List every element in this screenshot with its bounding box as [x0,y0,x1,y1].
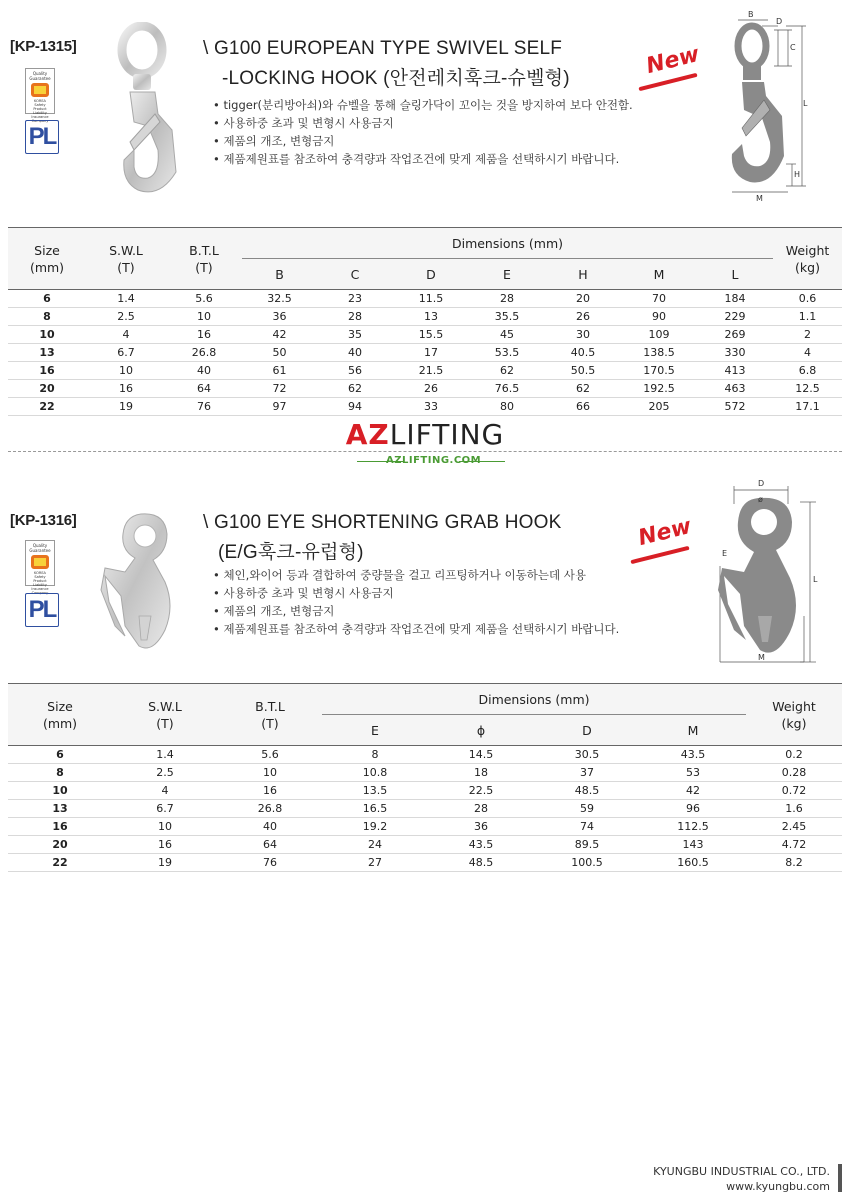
table-cell: 90 [621,308,697,326]
footer [560,1164,830,1194]
table-cell: 42 [242,326,317,344]
table-cell: 15.5 [393,326,469,344]
dimension-diagram [712,6,812,206]
table-cell: 37 [534,764,640,782]
badge-caption: Quality Guarantee [29,71,51,81]
table-cell: 40 [317,344,393,362]
col-dim-d: D [534,715,640,746]
col-size: Size (mm) [8,228,86,290]
table-cell: 192.5 [621,380,697,398]
quality-guarantee-badge [25,540,55,595]
table-cell: 42 [640,782,746,800]
table-cell: 1.4 [112,746,218,764]
table-cell: 24 [322,836,428,854]
table-cell: 20 [8,836,112,854]
table-cell: 10 [86,362,166,380]
table-cell: 6.7 [112,800,218,818]
new-swoosh [638,73,697,91]
table-row [8,380,842,398]
col-dim-e: E [322,715,428,746]
pl-badge: PL [25,593,59,627]
table-row [8,764,842,782]
table-cell: 1.6 [746,800,842,818]
col-btl: B.T.L (T) [218,684,322,746]
footer-website: www.kyungbu.com [726,1180,830,1193]
table-cell: 269 [697,326,773,344]
table-row [8,398,842,416]
table-row [8,836,842,854]
table-cell: 89.5 [534,836,640,854]
table-cell: 40.5 [545,344,621,362]
feature-item: • tigger(분리방아쇠)와 슈벨을 통해 슬링가닥이 꼬이는 것을 방지하여 보다 안전함. [213,96,683,114]
col-dimensions: Dimensions (mm) [322,684,746,715]
table-cell: 62 [545,380,621,398]
col-dim-phi: ϕ [428,715,534,746]
table-cell: 80 [469,398,545,416]
product-title-line1: \ G100 EYE SHORTENING GRAB HOOK [203,512,562,533]
table-cell: 18 [428,764,534,782]
table-cell: 64 [166,380,242,398]
table-cell: 62 [317,380,393,398]
col-dim-h: H [545,259,621,290]
feature-item: • 제품의 개조, 변형금지 [213,602,683,620]
table-cell: 96 [640,800,746,818]
table-cell: 28 [469,290,545,308]
table-cell: 109 [621,326,697,344]
table-cell: 0.2 [746,746,842,764]
table-cell: 10 [8,782,112,800]
table-cell: 10.8 [322,764,428,782]
table-cell: 14.5 [428,746,534,764]
product-code: [KP-1316] [10,512,77,529]
table-cell: 22 [8,854,112,872]
table-cell: 64 [218,836,322,854]
footer-accent-bar [838,1164,842,1192]
brand-url: AZLIFTING.COM [386,455,482,466]
dim-label-b: B [748,10,754,19]
dim-label-e: E [722,549,728,558]
table-cell: 138.5 [621,344,697,362]
table-cell: 2 [773,326,842,344]
logo-lifting: LIFTING [389,418,505,451]
table-cell: 16 [112,836,218,854]
table-cell: 0.72 [746,782,842,800]
table-cell: 16 [8,362,86,380]
table-cell: 205 [621,398,697,416]
table-cell: 330 [697,344,773,362]
table-row [8,746,842,764]
col-swl: S.W.L (T) [112,684,218,746]
dimension-diagram [706,476,826,666]
badge-subcaption: KOREA Safety Product Liability Insurance Company [31,99,49,123]
col-dim-b: B [242,259,317,290]
table-cell: 4 [86,326,166,344]
section-divider [8,451,842,452]
table-cell: 112.5 [640,818,746,836]
table-cell: 13 [8,800,112,818]
dim-label-d: D [758,479,765,488]
dim-label-m: M [758,653,765,662]
table-row [8,326,842,344]
dim-label-e: E [746,139,752,148]
table-cell: 76 [166,398,242,416]
table-cell: 27 [322,854,428,872]
badge-emblem-icon [31,555,49,569]
feature-item: • 제품제원표를 참조하여 충격량과 작업조건에 맞게 제품을 선택하시기 바랍니다. [213,150,683,168]
table-cell: 26 [393,380,469,398]
dim-label-m: M [756,194,763,203]
table-cell: 229 [697,308,773,326]
table-cell: 100.5 [534,854,640,872]
table-cell: 30.5 [534,746,640,764]
col-dim-d: D [393,259,469,290]
table-cell: 2.5 [86,308,166,326]
table-cell: 17 [393,344,469,362]
table-cell: 13.5 [322,782,428,800]
table-cell: 26.8 [218,800,322,818]
table-cell: 10 [218,764,322,782]
table-row [8,818,842,836]
new-badge: New [635,513,694,552]
url-rule-right [459,461,505,462]
table-cell: 36 [428,818,534,836]
table-cell: 8.2 [746,854,842,872]
feature-list [213,96,683,168]
table-cell: 12.5 [773,380,842,398]
table-cell: 6.7 [86,344,166,362]
table-cell: 184 [697,290,773,308]
col-dim-c: C [317,259,393,290]
dim-label-l: L [813,575,818,584]
dim-label-l: L [803,99,808,108]
table-cell: 30 [545,326,621,344]
table-cell: 16.5 [322,800,428,818]
feature-item: • 사용하중 초과 및 변형시 사용금지 [213,584,683,602]
table-cell: 70 [621,290,697,308]
table-cell: 13 [393,308,469,326]
table-cell: 10 [8,326,86,344]
table-cell: 40 [166,362,242,380]
table-cell: 33 [393,398,469,416]
table-cell: 48.5 [534,782,640,800]
table-cell: 59 [534,800,640,818]
dim-label-phi: ø [758,495,763,504]
table-cell: 11.5 [393,290,469,308]
table-cell: 53 [640,764,746,782]
product-title-line2: -LOCKING HOOK (안전레치훅크-슈벨형) [222,68,570,89]
table-cell: 170.5 [621,362,697,380]
feature-item: • 사용하중 초과 및 변형시 사용금지 [213,114,683,132]
feature-item: • 체인,와이어 등과 결합하여 중량물을 걸고 리프팅하거나 이동하는데 사용 [213,566,683,584]
table-cell: 413 [697,362,773,380]
col-swl: S.W.L (T) [86,228,166,290]
spec-table [8,227,842,416]
table-cell: 50.5 [545,362,621,380]
table-cell: 8 [322,746,428,764]
table-cell: 19 [86,398,166,416]
table-cell: 19 [112,854,218,872]
table-cell: 76 [218,854,322,872]
badge-subcaption: KOREA Safety Product Liability Insurance Company [31,571,49,595]
product-title-line1: \ G100 EUROPEAN TYPE SWIVEL SELF [203,38,563,59]
new-swoosh [630,546,689,564]
col-dim-m: M [621,259,697,290]
table-cell: 4.72 [746,836,842,854]
table-cell: 28 [317,308,393,326]
table-cell: 10 [166,308,242,326]
quality-guarantee-badge [25,68,55,123]
table-cell: 21.5 [393,362,469,380]
logo-az: AZ [345,418,390,451]
table-cell: 22 [8,398,86,416]
product-title-line2: (E/G훅크-유럽형) [218,542,364,563]
table-cell: 66 [545,398,621,416]
feature-item: • 제품의 개조, 변형금지 [213,132,683,150]
table-cell: 17.1 [773,398,842,416]
spec-table [8,683,842,872]
grab-hook-photo [95,506,185,656]
table-row [8,308,842,326]
col-dim-m: M [640,715,746,746]
table-cell: 43.5 [640,746,746,764]
feature-item: • 제품제원표를 참조하여 충격량과 작업조건에 맞게 제품을 선택하시기 바랍니다. [213,620,683,638]
table-cell: 4 [112,782,218,800]
table-cell: 16 [8,818,112,836]
table-row [8,290,842,308]
table-cell: 143 [640,836,746,854]
table-cell: 40 [218,818,322,836]
table-cell: 20 [8,380,86,398]
table-cell: 61 [242,362,317,380]
table-cell: 26.8 [166,344,242,362]
table-cell: 0.28 [746,764,842,782]
table-row [8,362,842,380]
table-cell: 35 [317,326,393,344]
table-cell: 20 [545,290,621,308]
table-cell: 43.5 [428,836,534,854]
table-cell: 2.45 [746,818,842,836]
table-row [8,782,842,800]
table-cell: 97 [242,398,317,416]
table-cell: 23 [317,290,393,308]
table-cell: 94 [317,398,393,416]
table-cell: 36 [242,308,317,326]
dim-label-h: H [794,170,801,179]
col-weight: Weight (kg) [773,228,842,290]
badge-emblem-icon [31,83,49,97]
table-cell: 16 [166,326,242,344]
col-dim-e: E [469,259,545,290]
table-cell: 1.1 [773,308,842,326]
table-cell: 74 [534,818,640,836]
table-cell: 16 [86,380,166,398]
badge-caption: Quality Guarantee [29,543,51,553]
new-badge: New [643,41,702,80]
dim-label-c: C [790,43,796,52]
table-row [8,800,842,818]
table-cell: 8 [8,308,86,326]
table-cell: 0.6 [773,290,842,308]
table-row [8,854,842,872]
table-cell: 50 [242,344,317,362]
table-cell: 5.6 [166,290,242,308]
table-cell: 1.4 [86,290,166,308]
table-cell: 13 [8,344,86,362]
table-cell: 48.5 [428,854,534,872]
table-cell: 35.5 [469,308,545,326]
brand-logo [0,418,850,451]
product-code: [KP-1315] [10,38,77,55]
table-cell: 72 [242,380,317,398]
col-dim-l: L [697,259,773,290]
col-size: Size (mm) [8,684,112,746]
table-cell: 76.5 [469,380,545,398]
table-cell: 62 [469,362,545,380]
table-cell: 53.5 [469,344,545,362]
feature-list [213,566,683,638]
table-cell: 4 [773,344,842,362]
table-cell: 5.6 [218,746,322,764]
table-row [8,344,842,362]
table-cell: 45 [469,326,545,344]
table-cell: 56 [317,362,393,380]
table-cell: 32.5 [242,290,317,308]
col-btl: B.T.L (T) [166,228,242,290]
table-cell: 463 [697,380,773,398]
table-cell: 572 [697,398,773,416]
table-cell: 19.2 [322,818,428,836]
footer-company: KYUNGBU INDUSTRIAL CO., LTD. [653,1165,830,1178]
table-cell: 8 [8,764,112,782]
table-cell: 6 [8,290,86,308]
table-cell: 2.5 [112,764,218,782]
dim-label-d: D [776,17,783,26]
table-cell: 10 [112,818,218,836]
table-cell: 160.5 [640,854,746,872]
col-weight: Weight (kg) [746,684,842,746]
table-cell: 26 [545,308,621,326]
table-cell: 6.8 [773,362,842,380]
table-cell: 22.5 [428,782,534,800]
table-cell: 6 [8,746,112,764]
table-cell: 16 [218,782,322,800]
table-cell: 28 [428,800,534,818]
swivel-hook-photo [100,22,195,197]
pl-badge: PL [25,120,59,154]
col-dimensions: Dimensions (mm) [242,228,773,259]
